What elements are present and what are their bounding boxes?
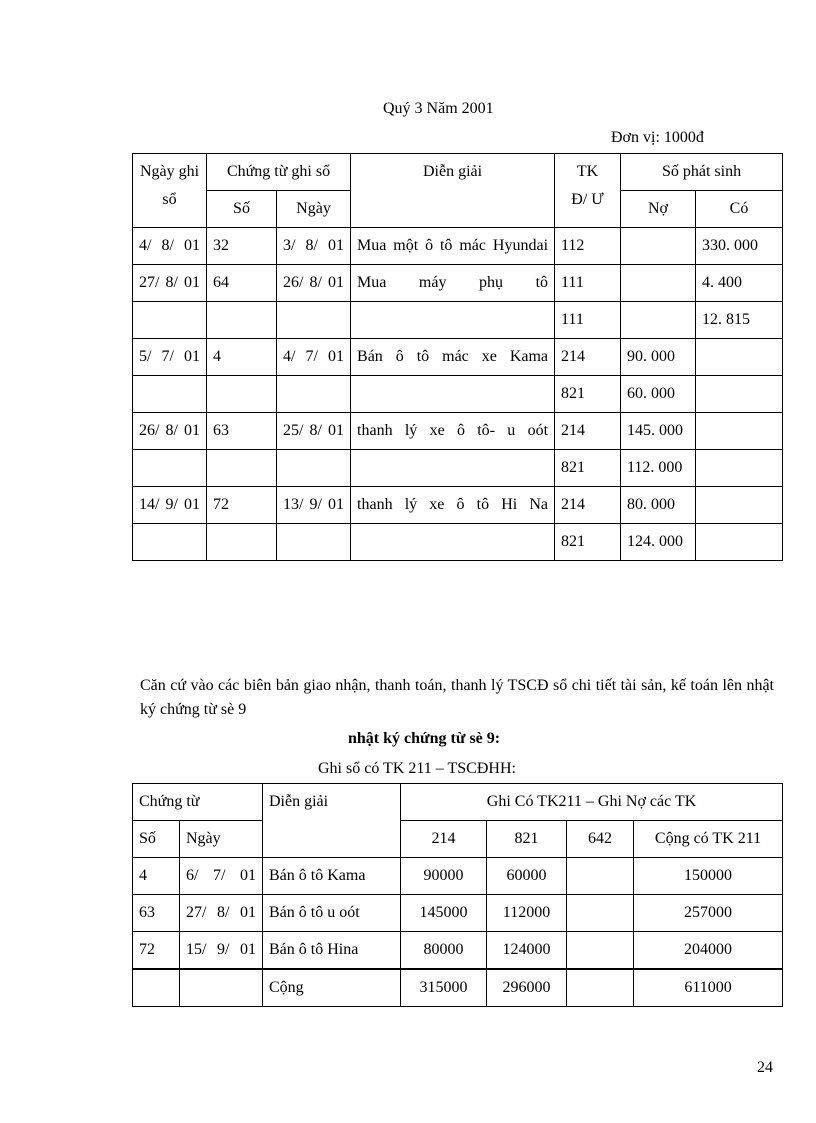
cell-no	[207, 450, 277, 487]
cell-credit	[696, 487, 783, 524]
sum-total: 611000	[634, 969, 783, 1007]
cell-debit: 124. 000	[621, 524, 696, 561]
cell-day: 6/ 7/ 01	[180, 858, 263, 895]
cell-c642	[567, 858, 634, 895]
sum-row	[133, 969, 783, 1007]
cell-day	[277, 302, 351, 339]
cell-c642	[567, 932, 634, 970]
cell-total: 150000	[634, 858, 783, 895]
table-row	[133, 858, 783, 895]
cell-tk: 821	[555, 524, 621, 561]
cell-desc	[351, 524, 555, 561]
cell-no: 64	[207, 265, 277, 302]
cell-tk: 112	[555, 228, 621, 265]
cell-debit: 80. 000	[621, 487, 696, 524]
cell-date: 5/ 7/ 01	[133, 339, 207, 376]
table-row	[133, 450, 783, 487]
cell-debit	[621, 302, 696, 339]
cell-debit: 90. 000	[621, 339, 696, 376]
header-voucher: Chứng từ ghi sổ	[207, 154, 351, 191]
table-row	[133, 376, 783, 413]
cell-date	[133, 524, 207, 561]
cell-desc: Mua máy phụ tô	[351, 265, 555, 302]
cell-desc: Bán ô tô mác xe Kama	[351, 339, 555, 376]
cell-total: 257000	[634, 895, 783, 932]
cell-total: 204000	[634, 932, 783, 970]
header-214: 214	[401, 821, 487, 858]
header-voucher2: Chứng từ	[133, 784, 263, 821]
cell-tk: 214	[555, 487, 621, 524]
cell-day: 27/ 8/ 01	[180, 895, 263, 932]
cell-day: 15/ 9/ 01	[180, 932, 263, 970]
header-no: Số	[207, 191, 277, 228]
cell-no: 63	[133, 895, 180, 932]
header-day2: Ngày	[180, 821, 263, 858]
cell-credit	[696, 413, 783, 450]
cell-debit: 145. 000	[621, 413, 696, 450]
header-debit: Nợ	[621, 191, 696, 228]
cell-no: 4	[207, 339, 277, 376]
sum-821: 296000	[487, 969, 567, 1007]
table-row	[133, 524, 783, 561]
header-group: Ghi Có TK211 – Ghi Nợ các TK	[401, 784, 783, 821]
cell-date	[133, 450, 207, 487]
cell-no: 72	[133, 932, 180, 970]
cell-credit	[696, 524, 783, 561]
journal-title: nhật ký chứng từ sè 9:	[348, 730, 501, 747]
header-642: 642	[567, 821, 634, 858]
header-day: Ngày	[277, 191, 351, 228]
cell-no	[207, 376, 277, 413]
cell-desc	[351, 302, 555, 339]
cell-desc: thanh lý xe ô tô Hi Na	[351, 487, 555, 524]
cell-c821: 124000	[487, 932, 567, 970]
table-row	[133, 339, 783, 376]
cell-c821: 60000	[487, 858, 567, 895]
cell-tk: 214	[555, 413, 621, 450]
cell-desc: Mua một ô tô mác Hyundai	[351, 228, 555, 265]
table-row	[133, 487, 783, 524]
sum-214: 315000	[401, 969, 487, 1007]
cell-day: 13/ 9/ 01	[277, 487, 351, 524]
cell-no	[207, 524, 277, 561]
cell-day	[277, 524, 351, 561]
cell-tk: 214	[555, 339, 621, 376]
cell-c214: 145000	[401, 895, 487, 932]
cell-debit	[621, 265, 696, 302]
table-row	[133, 932, 783, 970]
unit-label: Đơn vị: 1000đ	[611, 129, 704, 146]
table-row	[133, 895, 783, 932]
header-total: Cộng có TK 211	[634, 821, 783, 858]
cell-c214: 80000	[401, 932, 487, 970]
cell-desc: Bán ô tô Kama	[263, 858, 401, 895]
header-desc: Diễn giải	[351, 154, 555, 228]
cell-tk: 111	[555, 302, 621, 339]
cell-credit: 330. 000	[696, 228, 783, 265]
cell-day: 25/ 8/ 01	[277, 413, 351, 450]
cell-debit: 60. 000	[621, 376, 696, 413]
header-821: 821	[487, 821, 567, 858]
table-row	[133, 302, 783, 339]
ledger-table	[132, 153, 783, 561]
cell-tk: 821	[555, 450, 621, 487]
sum-label: Cộng	[263, 969, 401, 1007]
cell-c642	[567, 895, 634, 932]
header-no2: Số	[133, 821, 180, 858]
cell-date: 26/ 8/ 01	[133, 413, 207, 450]
cell-day	[277, 450, 351, 487]
header-tk: TK Đ/ Ư	[555, 154, 621, 228]
cell-date: 4/ 8/ 01	[133, 228, 207, 265]
table-row	[133, 228, 783, 265]
cell-tk: 821	[555, 376, 621, 413]
cell-credit	[696, 376, 783, 413]
header-date: Ngày ghi sổ	[133, 154, 207, 228]
cell-no: 32	[207, 228, 277, 265]
cell-no	[207, 302, 277, 339]
cell-credit	[696, 450, 783, 487]
page-number: 24	[757, 1059, 773, 1076]
cell-day: 4/ 7/ 01	[277, 339, 351, 376]
sum-642	[567, 969, 634, 1007]
cell-credit: 12. 815	[696, 302, 783, 339]
cell-no: 4	[133, 858, 180, 895]
cell-desc: thanh lý xe ô tô- u oót	[351, 413, 555, 450]
header-credit: Có	[696, 191, 783, 228]
cell-credit: 4. 400	[696, 265, 783, 302]
cell-debit	[621, 228, 696, 265]
period-title: Quý 3 Năm 2001	[383, 100, 494, 117]
cell-date	[133, 376, 207, 413]
intro-paragraph: Căn cứ vào các biên bản giao nhận, thanh toán, thanh lý TSCĐ sổ chi tiết tài sản, kế toán lên nhật ký chứng từ sè 9	[140, 677, 774, 718]
cell-credit	[696, 339, 783, 376]
cell-no: 72	[207, 487, 277, 524]
cell-no: 63	[207, 413, 277, 450]
journal-subtitle: Ghi sổ có TK 211 – TSCĐHH:	[318, 760, 516, 777]
table-row	[133, 265, 783, 302]
journal-table	[132, 783, 783, 1007]
cell-day: 3/ 8/ 01	[277, 228, 351, 265]
cell-date	[133, 302, 207, 339]
cell-desc	[351, 450, 555, 487]
table-row	[133, 413, 783, 450]
cell-desc: Bán ô tô Hina	[263, 932, 401, 970]
cell-desc	[351, 376, 555, 413]
header-desc2: Diễn giải	[263, 784, 401, 858]
cell-c821: 112000	[487, 895, 567, 932]
cell-day: 26/ 8/ 01	[277, 265, 351, 302]
header-amount: Số phát sinh	[621, 154, 783, 191]
cell-day	[277, 376, 351, 413]
cell-tk: 111	[555, 265, 621, 302]
cell-desc: Bán ô tô u oót	[263, 895, 401, 932]
cell-date: 14/ 9/ 01	[133, 487, 207, 524]
cell-c214: 90000	[401, 858, 487, 895]
cell-date: 27/ 8/ 01	[133, 265, 207, 302]
cell-debit: 112. 000	[621, 450, 696, 487]
